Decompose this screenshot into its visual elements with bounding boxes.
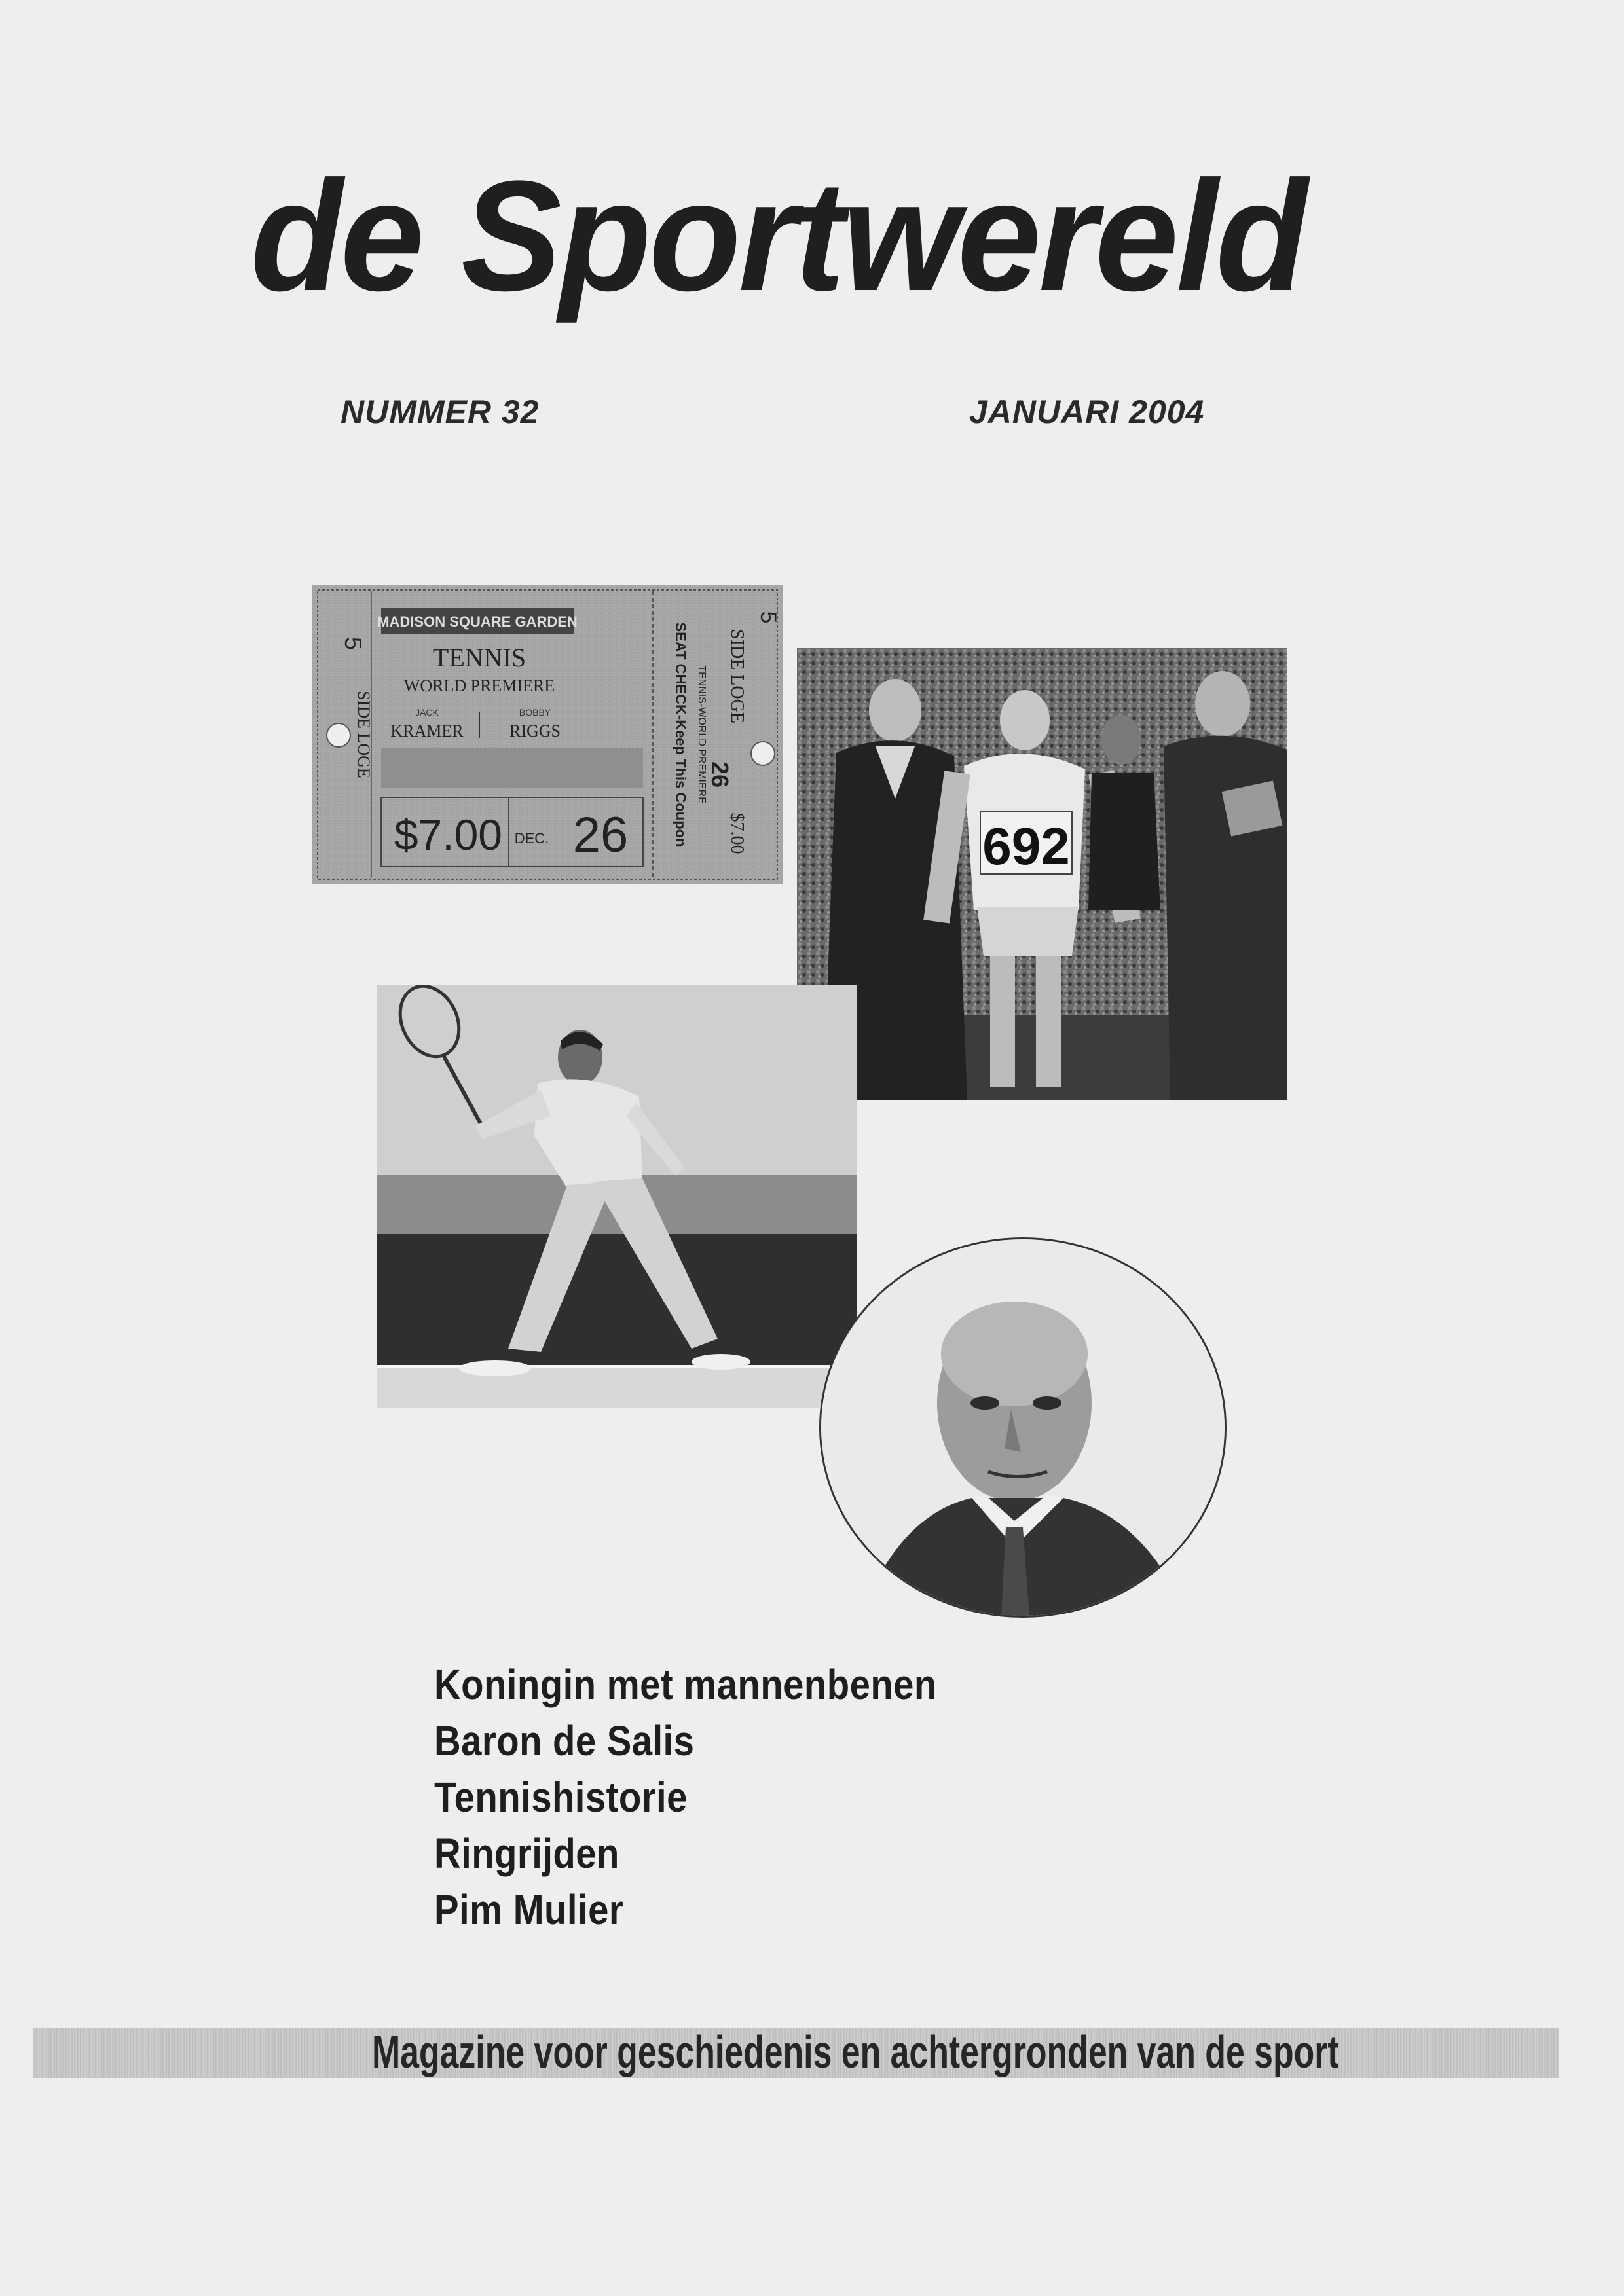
ticket-stub-section: SIDE LOGE [727, 629, 747, 723]
ticket-price: $7.00 [394, 811, 502, 859]
issue-date: JANUARI 2004 [969, 393, 1205, 430]
ticket-player-left-first: JACK [415, 707, 439, 718]
headline-item: Baron de Salis [434, 1717, 695, 1764]
ticket-day: 26 [572, 807, 629, 863]
portrait-pim-mulier [819, 1237, 1227, 1618]
tennis-player-photo [377, 985, 857, 1408]
headline-item: Ringrijden [434, 1830, 619, 1877]
tennis-ticket-image [312, 585, 783, 884]
runner-bib-number: 692 [982, 817, 1070, 875]
ticket-stub-price: $7.00 [727, 812, 747, 854]
magazine-title: de Sportwereld [250, 148, 1306, 323]
ticket-stub-text: SEAT CHECK-Keep This Coupon [673, 622, 689, 847]
ticket-stub-day: 26 [707, 761, 733, 788]
masthead [196, 137, 1408, 334]
tagline: Magazine voor geschiedenis en achtergronden van de sport [372, 2026, 1339, 2077]
ticket-subtitle: WORLD PREMIERE [403, 676, 555, 695]
headline-list [434, 1656, 1220, 1938]
athletics-photo [797, 648, 1287, 1100]
ticket-stub-number: 5 [756, 611, 781, 624]
ticket-venue: MADISON SQUARE GARDEN [377, 613, 578, 630]
ticket-player-right-last: RIGGS [509, 721, 561, 740]
headline-item: Koningin met mannenbenen [434, 1661, 937, 1708]
headline-item: Tennishistorie [434, 1774, 688, 1821]
ticket-month: DEC. [514, 830, 549, 847]
ticket-event: TENNIS [432, 643, 526, 672]
issue-number: NUMMER 32 [341, 393, 540, 430]
ticket-number: 5 [340, 636, 367, 651]
ticket-section: SIDE LOGE [354, 691, 373, 778]
headline-item: Pim Mulier [434, 1886, 624, 1933]
ticket-player-right-first: BOBBY [519, 707, 551, 718]
ticket-stub-event: TENNIS-WORLD PREMIERE [696, 665, 707, 804]
ticket-player-left-last: KRAMER [390, 721, 464, 740]
